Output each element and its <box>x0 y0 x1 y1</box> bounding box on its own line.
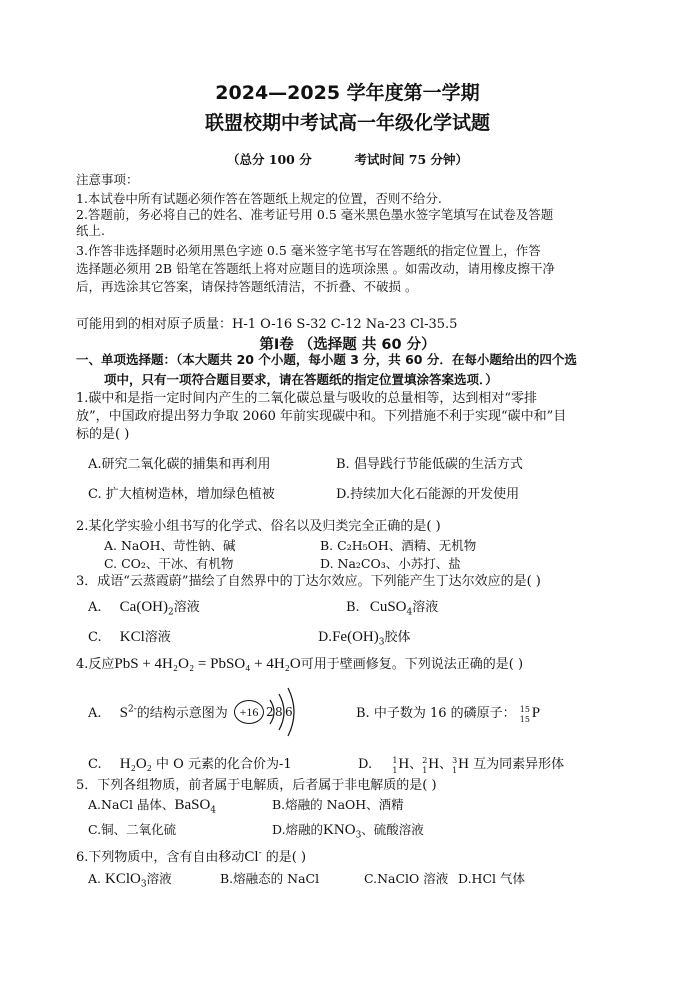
q3-stem: 3．成语“云蒸霞蔚”描绘了自然界中的丁达尔效应。下列能产生丁达尔效应的是( ) <box>76 574 541 589</box>
q3-option-d: $D.Fe(OH)_3$胶体 <box>318 629 411 648</box>
q3-a-formula: Ca(OH) <box>119 599 168 615</box>
q5-option-c: C.铜、二氧化硫 <box>88 822 177 837</box>
shell-electrons-3: 6 <box>285 705 293 719</box>
notes-line: 后，再选涂其它答案，请保持答题纸清洁，不折叠、不破损 。 <box>76 279 418 294</box>
q3-b-formula: CuSO <box>369 599 407 615</box>
q5-a-formula: BaSO <box>174 797 211 813</box>
notes-line: 1.本试卷中所有试题必须作答在答题纸上规定的位置，否则不给分. <box>76 191 442 206</box>
total-score: （总分 100 分 <box>226 152 312 167</box>
shell-electrons-1: 2 <box>266 705 274 719</box>
q2-option-c: C. CO₂、干冰、有机物 <box>104 556 234 571</box>
q4-option-a: A. $S^{2-}$的结构示意图为 <box>88 704 228 721</box>
q2-option-d: D. Na₂CO₃、小苏打、盐 <box>320 556 461 571</box>
q1-stem-line2: 放”，中国政府提出努力争取 2060 年前实现碳中和。下列措施不利于实现“碳中和”目 <box>76 409 567 424</box>
q5-d-formula: KNO <box>323 822 356 838</box>
q2-option-a: A. NaOH、苛性钠、碱 <box>104 538 236 553</box>
q3-option-c: C. KCl溶液 <box>88 629 171 645</box>
sulfide-ion-structure-diagram <box>232 680 312 740</box>
q4-c-formula: H₂O₂ <box>119 756 152 772</box>
q3-option-b: B. CuSO$_4$溶液 <box>346 599 439 618</box>
part1-instructions-line2: 项中，只有一项符合题目要求，请在答题纸的指定位置填涂答案选项．） <box>104 372 498 387</box>
q4-a-ion: S <box>119 705 129 721</box>
exam-time: 考试时间 75 分钟） <box>354 152 469 167</box>
q4-option-c: C. H₂O₂ 中 O 元素的化合价为-1 <box>88 756 292 772</box>
q5-option-b: B.熔融的 NaOH、酒精 <box>272 797 404 812</box>
q2-stem: 2.某化学实验小组书写的化学式、俗名以及归类完全正确的是( ) <box>76 519 441 534</box>
q3-d-formula: Fe(OH) <box>332 629 379 645</box>
isotope-h2: H <box>428 756 440 772</box>
q1-option-a: A.研究二氧化碳的捕集和再利用 <box>88 457 271 472</box>
section-heading: 第Ⅰ卷 （选择题 共 60 分） <box>259 337 436 353</box>
q5-option-a: A.NaCl 晶体、BaSO$_4$ <box>88 797 217 816</box>
notes-heading: 注意事项： <box>76 172 139 187</box>
exam-title-line2: 联盟校期中考试高一年级化学试题 <box>204 112 490 134</box>
q5-option-d: D.熔融的$KNO_3$、硫酸溶液 <box>272 822 424 841</box>
q4-option-b: B. 中子数为 16 的磷原子： 15 15 P <box>356 705 541 724</box>
notes-line: 2.答题前，务必将自己的姓名、准考证号用 0.5 毫米黑色墨水签字笔填写在试卷及答题 <box>76 207 554 222</box>
nuclide-notation: 15 15 <box>519 705 530 724</box>
q1-option-c: C. 扩大植树造林，增加绿色植被 <box>88 487 275 502</box>
exam-title-line1: 2024—2025 学年度第一学期 <box>215 82 480 104</box>
q4-equation: PbS + 4H₂O₂ = PbSO₄ + 4H₂O <box>114 656 301 672</box>
q6-option-d: D.HCl 气体 <box>458 871 525 886</box>
q6-option-a: A. KClO$_3$溶液 <box>88 871 172 890</box>
notes-line: 3.作答非选择题时必须用黑色字迹 0.5 毫米签字笔书写在答题纸的指定位置上，作答 <box>76 243 541 258</box>
q2-option-b: B. C₂H₅OH、酒精、无机物 <box>320 538 477 553</box>
q6-stem: 6.下列物质中，含有自由移动Cl- 的是( ) <box>76 848 307 865</box>
q1-option-d: D.持续加大化石能源的开发使用 <box>336 487 520 502</box>
q3-option-a: A. $Ca(OH)_2$溶液 <box>88 599 200 618</box>
nucleus-charge: +16 <box>234 700 264 724</box>
notes-line: 选择题必须用 2B 铅笔在答题纸上将对应题目的选项涂黑 。如需改动，请用橡皮擦干净 <box>76 261 556 276</box>
shell-electrons-2: 8 <box>275 705 283 719</box>
exam-subtitle <box>0 150 695 168</box>
q6-a-formula: KClO <box>105 871 141 887</box>
q6-option-b: B.熔融态的 NaCl <box>220 871 320 886</box>
q1-stem-line3: 标的是( ) <box>76 427 130 442</box>
q1-stem-line1: 1.碳中和是指一定时间内产生的二氧化碳总量与吸收的总量相等，达到相对“零排 <box>76 391 538 406</box>
q4-stem: 4.反应PbS + 4H₂O₂ = PbSO₄ + 4H₂O可用于壁画修复。下列说法正确的是( ) <box>76 656 524 672</box>
isotope-h3: H <box>458 756 469 772</box>
atomic-masses: 可能用到的相对原子质量：H-1 O-16 S-32 C-12 Na-23 Cl-35.5 <box>76 317 458 332</box>
notes-line: 纸上. <box>76 223 105 238</box>
isotope-h1: H <box>398 756 410 772</box>
q6-ion: Cl <box>244 849 259 865</box>
q6-option-c: C.NaClO 溶液 <box>364 871 449 886</box>
part1-instructions-line1: 一、单项选择题：（本大题共 20 个小题，每小题 3 分，共 60 分．在每小题给出的四个选 <box>76 352 577 367</box>
q1-option-b: B. 倡导践行节能低碳的生活方式 <box>336 457 523 472</box>
q5-stem: 5．下列各组物质，前者属于电解质，后者属于非电解质的是( ) <box>76 778 437 793</box>
q3-c-formula: KCl <box>119 629 145 645</box>
q4-option-d: D. 1 1 H、 2 1 H、 3 1 H 互为同素异形体 <box>358 756 565 775</box>
